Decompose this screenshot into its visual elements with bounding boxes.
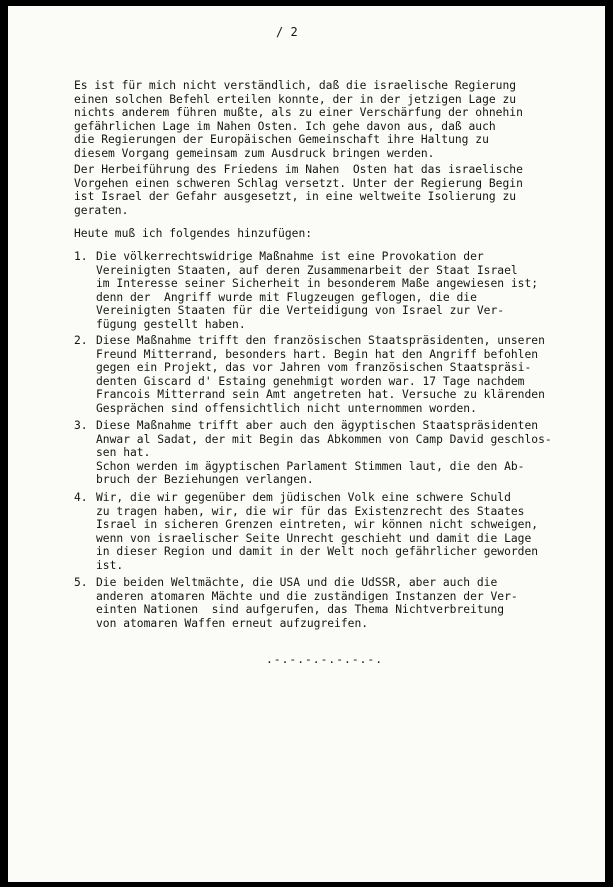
text-line: denten Giscard d' Estaing genehmigt worden war. 17 Tage nachdem	[96, 374, 525, 388]
list-number: 2.	[74, 334, 88, 347]
text-line: Heute muß ich folgendes hinzufügen:	[74, 227, 313, 240]
text-line: wenn von israelischer Seite Unrecht geschieht und damit die Lage	[96, 531, 532, 545]
text-line: Freund Mitterrand, besonders hart. Begin hat den Angriff befohlen	[96, 347, 539, 361]
text-line: fügung gestellt haben.	[96, 317, 246, 331]
text-line: bruch der Beziehungen verlangen.	[96, 473, 314, 487]
text-line: ist Israel der Gefahr ausgesetzt, in eine weltweite Isolierung zu	[74, 190, 517, 204]
text-line: denn der Angriff wurde mit Flugzeugen geflogen, die die	[96, 290, 477, 304]
text-line: Es ist für mich nicht verständlich, daß die israelische Regierung	[74, 79, 517, 92]
text-line: gefährlichen Lage im Nahen Osten. Ich gehe davon aus, daß auch	[74, 119, 496, 133]
list-number: 3.	[74, 419, 88, 432]
text-line: von atomaren Waffen erneut aufzugreifen.	[96, 616, 369, 630]
text-line: einen solchen Befehl erteilen konnte, der in der jetzigen Lage zu	[74, 92, 517, 106]
text-line: nichts anderem führen mußte, als zu einer Verschärfung der ohnehin	[74, 106, 523, 120]
list-number: 1.	[74, 250, 88, 263]
text-line: Vereinigten Staaten, auf deren Zusammenarbeit der Staat Israel	[96, 263, 518, 277]
text-line: die Regierungen der Europäischen Gemeinschaft ihre Haltung zu	[74, 133, 489, 147]
text-line: Schon werden im ägyptischen Parlament Stimmen laut, die den Ab-	[96, 459, 525, 473]
text-line: gegen ein Projekt, das vor Jahren vom französischen Staatspräsi-	[96, 361, 532, 375]
text-line: Vorgehen einen schweren Schlag versetzt. Unter der Regierung Begin	[74, 176, 523, 190]
list-number: 5.	[74, 576, 88, 589]
text-line: in dieser Region und damit in der Welt noch gefährlicher geworden	[96, 545, 539, 559]
text-line: Die beiden Weltmächte, die USA und die UdSSR, aber auch die	[96, 576, 498, 589]
paragraph-3	[74, 227, 594, 241]
text-line: Vereinigten Staaten für die Verteidigung von Israel zur Ver-	[96, 304, 505, 318]
text-line: sen hat.	[96, 446, 151, 460]
end-separator: .-.-.-.-.-.-.-.	[266, 653, 384, 666]
text-line: Israel in sicheren Grenzen eintreten, wir können nicht schweigen,	[96, 518, 539, 532]
paragraph-1	[74, 79, 594, 161]
list-number: 4.	[74, 491, 88, 504]
text-line: Diese Maßnahme trifft aber auch den ägyptischen Staatspräsidenten	[96, 419, 539, 432]
document-page	[8, 6, 605, 882]
text-line: zu tragen haben, wir, die wir für das Existenzrecht des Staates	[96, 504, 525, 518]
text-line: Diese Maßnahme trifft den französischen Staatspräsidenten, unseren	[96, 334, 545, 347]
page-number: / 2	[276, 25, 298, 39]
text-line: Die völkerrechtswidrige Maßnahme ist eine Provokation der	[96, 250, 484, 263]
text-line: Gesprächen sind offensichtlich nicht unternommen worden.	[96, 401, 477, 415]
text-line: ist.	[96, 558, 124, 572]
text-line: im Interesse seiner Sicherheit in besonderem Maße angewiesen ist;	[96, 277, 539, 291]
text-line: Wir, die wir gegenüber dem jüdischen Volk eine schwere Schuld	[96, 491, 511, 504]
text-line: einten Nationen sind aufgerufen, das Thema Nichtverbreitung	[96, 603, 505, 617]
text-line: Anwar al Sadat, der mit Begin das Abkommen von Camp David geschlos-	[96, 432, 552, 446]
text-line: diesem Vorgang gemeinsam zum Ausdruck bringen werden.	[74, 146, 435, 160]
text-line: Francois Mitterrand sein Amt angetreten hat. Versuche zu klärenden	[96, 388, 545, 402]
text-line: geraten.	[74, 203, 129, 217]
paragraph-2	[74, 163, 594, 217]
text-line: Der Herbeiführung des Friedens im Nahen Osten hat das israelische	[74, 163, 523, 176]
text-line: anderen atomaren Mächte und die zuständigen Instanzen der Ver-	[96, 589, 518, 603]
